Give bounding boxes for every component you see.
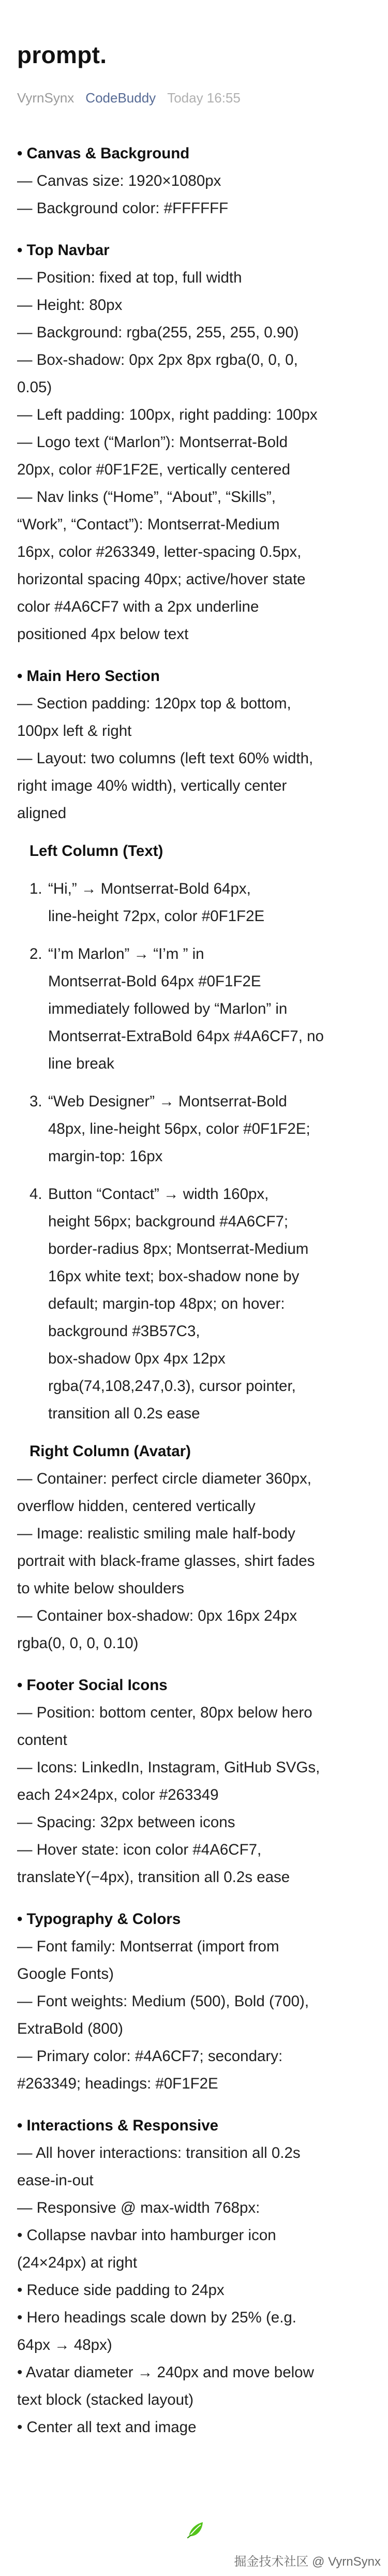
list-line: Button “Contact” → width 160px,	[48, 1186, 269, 1203]
list-number: 2.	[29, 945, 42, 963]
section-line: — Nav links (“Home”, “About”, “Skills”,	[17, 488, 276, 506]
section-line: — Position: fixed at top, full width	[17, 269, 242, 286]
section-line: — Background color: #FFFFFF	[17, 200, 229, 217]
section-line: • Hero headings scale down by 25% (e.g.	[17, 2309, 297, 2326]
list-line: rgba(74,108,247,0.3), cursor pointer,	[48, 1378, 296, 1395]
section-line: — Left padding: 100px, right padding: 100px	[17, 406, 318, 423]
section-line: • Collapse navbar into hamburger icon	[17, 2227, 276, 2244]
section-line: 20px, color #0F1F2E, vertically centered	[17, 461, 290, 478]
section-line: translateY(−4px), transition all 0.2s ease	[17, 1869, 290, 1886]
section-line: color #4A6CF7 with a 2px underline	[17, 598, 259, 615]
list-line: height 56px; background #4A6CF7;	[48, 1213, 289, 1230]
section-line: positioned 4px below text	[17, 626, 189, 643]
list-line: Montserrat-Bold 64px #0F1F2E	[48, 973, 261, 990]
section-line: 16px, color #263349, letter-spacing 0.5px,	[17, 543, 302, 560]
section-line: rgba(0, 0, 0, 0.10)	[17, 1635, 139, 1652]
section-heading-footer-social: • Footer Social Icons	[17, 1677, 168, 1694]
section-line: to white below shoulders	[17, 1580, 185, 1597]
list-item	[17, 1180, 371, 1427]
section-line: — Background: rgba(255, 255, 255, 0.90)	[17, 324, 299, 341]
list-line: “Hi,” → Montserrat-Bold 64px,	[48, 880, 251, 897]
section-line: “Work”, “Contact”): Montserrat-Medium	[17, 516, 280, 533]
section-line: — Font weights: Medium (500), Bold (700),	[17, 1993, 309, 2010]
section-line: each 24×24px, color #263349	[17, 1786, 219, 1803]
section-line: — Container box-shadow: 0px 16px 24px	[17, 1607, 297, 1624]
section-line: — Image: realistic smiling male half-body	[17, 1525, 295, 1542]
section-line: — Section padding: 120px top & bottom,	[17, 695, 291, 712]
section-line: 0.05)	[17, 379, 52, 396]
section-line: • Avatar diameter → 240px and move below	[17, 2364, 314, 2381]
section-line: — Hover state: icon color #4A6CF7,	[17, 1841, 262, 1858]
section-line: — Responsive @ max-width 768px:	[17, 2199, 260, 2216]
list-line: “Web Designer” → Montserrat-Bold	[48, 1093, 287, 1110]
section-line: — Box-shadow: 0px 2px 8px rgba(0, 0, 0,	[17, 351, 298, 368]
section-line: — Primary color: #4A6CF7; secondary:	[17, 2048, 283, 2065]
section-line: — All hover interactions: transition all 0.2s	[17, 2144, 301, 2162]
section-line: — Position: bottom center, 80px below hero	[17, 1704, 312, 1721]
list-line: transition all 0.2s ease	[48, 1405, 200, 1422]
list-number: 4.	[29, 1186, 42, 1203]
article-meta	[17, 89, 371, 107]
section-heading-hero: • Main Hero Section	[17, 668, 160, 685]
section-line: 64px → 48px)	[17, 2336, 112, 2353]
section-line: Google Fonts)	[17, 1965, 114, 1982]
section-line: aligned	[17, 805, 67, 822]
section-line: ExtraBold (800)	[17, 2020, 123, 2037]
list-line: “I’m Marlon” → “I’m ” in	[48, 945, 204, 963]
section-line: (24×24px) at right	[17, 2254, 138, 2271]
list-number: 3.	[29, 1093, 42, 1110]
publish-time: Today 16:55	[167, 90, 241, 106]
section-line: text block (stacked layout)	[17, 2391, 194, 2408]
subsection-heading-left-column: Left Column (Text)	[29, 842, 163, 860]
section-line: • Center all text and image	[17, 2419, 197, 2436]
list-line: border-radius 8px; Montserrat-Medium	[48, 1240, 309, 1257]
list-line: immediately followed by “Marlon” in	[48, 1000, 288, 1017]
section-heading-typography: • Typography & Colors	[17, 1911, 181, 1928]
section-line: ease-in-out	[17, 2172, 94, 2189]
section-line: — Container: perfect circle diameter 360px,	[17, 1470, 311, 1487]
author-name[interactable]: VyrnSynx	[17, 90, 74, 106]
list-line: line-height 72px, color #0F1F2E	[48, 908, 265, 925]
section-line: — Canvas size: 1920×1080px	[17, 172, 221, 189]
section-heading-navbar: • Top Navbar	[17, 242, 110, 259]
page-footer	[0, 2520, 388, 2576]
list-line: line break	[48, 1055, 114, 1072]
list-item	[17, 940, 371, 1077]
account-link[interactable]: CodeBuddy	[85, 90, 156, 106]
section-line: — Font family: Montserrat (import from	[17, 1938, 279, 1955]
section-line: — Height: 80px	[17, 297, 123, 314]
list-line: default; margin-top 48px; on hover:	[48, 1295, 285, 1312]
section-line: • Reduce side padding to 24px	[17, 2282, 225, 2299]
section-line: horizontal spacing 40px; active/hover state	[17, 571, 306, 588]
list-line: margin-top: 16px	[48, 1148, 163, 1165]
list-number: 1.	[29, 880, 42, 897]
section-line: overflow hidden, centered vertically	[17, 1498, 256, 1515]
section-line: — Layout: two columns (left text 60% width,	[17, 750, 314, 767]
list-line: 16px white text; box-shadow none by	[48, 1268, 300, 1285]
section-line: right image 40% width), vertically center	[17, 777, 287, 794]
section-line: — Spacing: 32px between icons	[17, 1814, 235, 1831]
section-line: — Logo text (“Marlon”): Montserrat-Bold	[17, 434, 288, 451]
section-line: content	[17, 1731, 67, 1749]
section-line: — Icons: LinkedIn, Instagram, GitHub SVGs,	[17, 1759, 320, 1776]
list-item	[17, 875, 371, 930]
section-heading-interactions: • Interactions & Responsive	[17, 2117, 219, 2134]
section-heading-canvas: • Canvas & Background	[17, 145, 190, 162]
list-line: box-shadow 0px 4px 12px	[48, 1350, 226, 1367]
article-title: prompt.	[17, 41, 107, 68]
list-line: background #3B57C3,	[48, 1323, 200, 1340]
section-line: portrait with black-frame glasses, shirt fades	[17, 1552, 315, 1570]
leaf-logo-icon	[187, 2520, 204, 2539]
section-line: 100px left & right	[17, 722, 132, 739]
watermark-text: 掘金技术社区 @ VyrnSynx	[234, 2555, 381, 2569]
subsection-heading-right-column: Right Column (Avatar)	[29, 1443, 191, 1460]
section-line: #263349; headings: #0F1F2E	[17, 2075, 218, 2092]
article-body	[17, 140, 371, 2441]
list-item	[17, 1088, 371, 1170]
list-line: Montserrat-ExtraBold 64px #4A6CF7, no	[48, 1028, 324, 1045]
list-line: 48px, line-height 56px, color #0F1F2E;	[48, 1120, 310, 1137]
